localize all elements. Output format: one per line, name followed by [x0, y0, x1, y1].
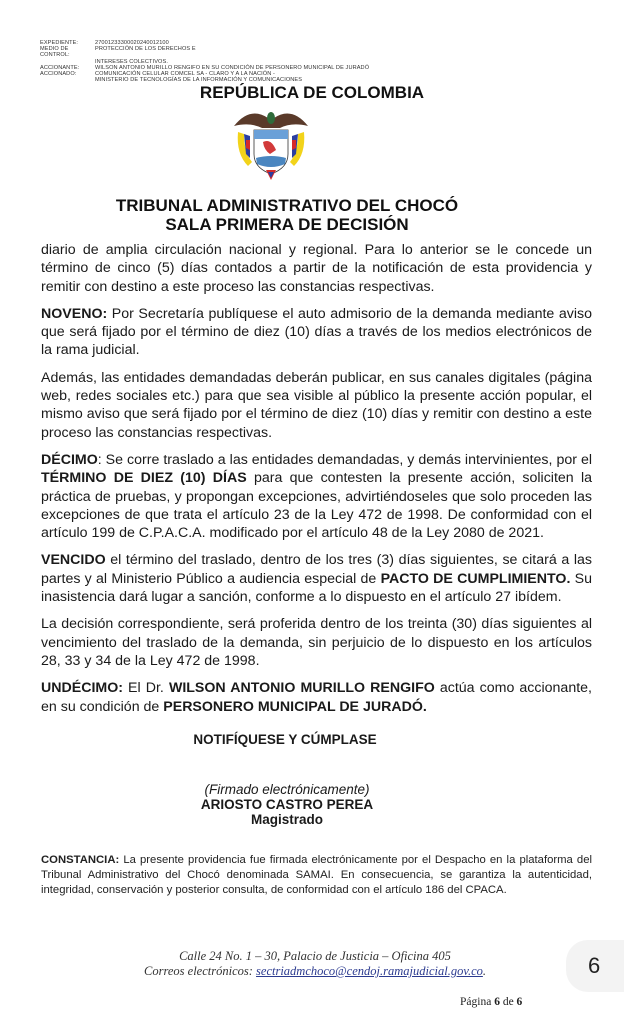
paragraph-undecimo — [41, 679, 592, 716]
constancia-text: La presente providencia fue firmada electrónicamente por el Despacho en la plataforma del Tribunal Administrativo del Chocó denominada SAMAI. En consecuencia, se garantiza la autenticidad, integridad, conservación y posterior consulta, de conformidad con el artículo 186 del CPACA. — [41, 854, 592, 896]
footer-address — [90, 949, 540, 979]
tribunal-heading — [0, 196, 574, 234]
tribunal-name: TRIBUNAL ADMINISTRATIVO DEL CHOCÓ — [115, 196, 459, 215]
case-header-row — [40, 46, 369, 58]
meta-key: ACCIONANTE: — [40, 64, 80, 71]
emphasis: TÉRMINO DE DIEZ (10) DÍAS — [41, 470, 247, 487]
paragraph-text: diario de amplia circulación nacional y regional. Para lo anterior se le concede un término de cinco (5) días contados a partir de la notificación de esta providencia y remitir con destino a este proceso las constancias respectivas. — [41, 242, 592, 295]
meta-value: INTERESES COLECTIVOS. — [95, 58, 168, 65]
email-label: Correos electrónicos: — [144, 964, 257, 978]
paragraph-vencido — [41, 551, 592, 606]
page-indicator — [460, 996, 522, 1008]
paragraph-text: El Dr. — [122, 680, 169, 697]
paragraph — [41, 369, 592, 442]
page-prefix: Página — [460, 996, 495, 1008]
chamber-name: SALA PRIMERA DE DECISIÓN — [165, 215, 409, 234]
page-mid: de — [499, 996, 517, 1008]
meta-key: MEDIO DE CONTROL: — [40, 46, 70, 59]
page-number-badge[interactable]: 6 — [566, 940, 624, 992]
meta-value: MINISTERIO DE TECNOLOGÍAS DE LA INFORMACIÓN Y COMUNICACIONES — [95, 77, 303, 84]
country-title: REPÚBLICA DE COLOMBIA — [199, 83, 425, 102]
section-label: NOVENO: — [41, 305, 108, 322]
constancia-label: CONSTANCIA: — [41, 854, 120, 866]
page-total: 6 — [516, 996, 523, 1008]
document-body — [41, 241, 592, 725]
address-line: Calle 24 No. 1 – 30, Palacio de Justicia – Oficina 405 — [179, 949, 451, 963]
section-label: DÉCIMO — [41, 451, 98, 468]
closing-formula: NOTIFÍQUESE Y CÚMPLASE — [193, 732, 377, 747]
paragraph-text: para que contesten la presente acción, soliciten la práctica de pruebas, y propongan excepciones, advirtiéndoseles que solo proceden las excepciones de que trata el artículo 23 de la Ley 472 de 1998. De conformidad con el artículo 199 de C.P.A.C.A. modificado por el artículo 48 de la Ley 2080 de 2021. — [41, 470, 592, 542]
signer-title: Magistrado — [250, 812, 323, 827]
paragraph-text: La decisión correspondiente, será proferida dentro de los treinta (30) días siguientes al vencimiento del traslado de la demanda, sin perjuicio de lo dispuesto en los artículos 28, 33 y 34 de la Ley 472 de 1998. — [41, 616, 592, 669]
paragraph-decimo — [41, 451, 592, 542]
email-link[interactable]: sectriadmchoco@cendoj.ramajudicial.gov.co — [256, 964, 483, 978]
emphasis: PACTO DE CUMPLIMIENTO. — [380, 570, 571, 587]
paragraph-text: Su inasistencia dará lugar a sanción, conforme a lo dispuesto en el artículo 27 ibídem. — [41, 570, 592, 606]
emphasis: PERSONERO MUNICIPAL DE JURADÓ. — [163, 698, 427, 715]
page-current: 6 — [494, 996, 500, 1008]
email-suffix: . — [482, 964, 486, 978]
signature-note: (Firmado electrónicamente) — [204, 782, 370, 797]
constancia-note — [41, 853, 592, 897]
meta-value: COMUNICACIÓN CELULAR COMCEL SA - CLARO Y A LA NACIÓN - — [95, 71, 275, 78]
meta-value: WILSON ANTONIO MURILLO RENGIFO EN SU CONDICIÓN DE PERSONERO MUNICIPAL DE JURADÓ — [95, 64, 370, 71]
meta-key: EXPEDIENTE: — [40, 40, 79, 46]
paragraph — [41, 615, 592, 670]
paragraph-text: el término del traslado, dentro de los tres (3) días siguientes, se citará a las partes y al Ministerio Público a audiencia especial de — [41, 552, 592, 587]
meta-value: 27001233300020240012100 — [95, 40, 169, 46]
section-label: UNDÉCIMO: — [41, 680, 123, 697]
coat-of-arms-icon — [230, 104, 312, 182]
meta-key: ACCIONADO: — [40, 71, 77, 78]
paragraph — [41, 241, 592, 296]
paragraph-text: : Se corre traslado a las entidades demandadas, y demás intervinientes, por el — [97, 451, 592, 468]
case-header — [40, 40, 369, 83]
paragraph-text: actúa como accionante, en su condición de — [41, 680, 592, 715]
section-label: VENCIDO — [41, 552, 106, 569]
paragraph-noveno — [41, 305, 592, 360]
paragraph-text: Por Secretaría publíquese el auto admisorio de la demanda mediante aviso que será fijado por el término de diez (10) días a través de los medios electrónicos de la rama judicial. — [41, 305, 592, 359]
emphasis: WILSON ANTONIO MURILLO RENGIFO — [168, 680, 435, 697]
signer-name: ARIOSTO CASTRO PEREA — [200, 797, 374, 812]
email-line — [90, 964, 540, 979]
signature-block — [0, 782, 574, 827]
paragraph-text: Además, las entidades demandadas deberán publicar, en sus canales digitales (página web, redes sociales etc.) para que sea visible al público la presente acción popular, el mismo aviso que será fijado por el término de diez (10) días y remitir con destino a este proceso las constancias respectivas. — [41, 369, 592, 441]
meta-value: PROTECCIÓN DE LOS DERECHOS E — [95, 46, 196, 53]
